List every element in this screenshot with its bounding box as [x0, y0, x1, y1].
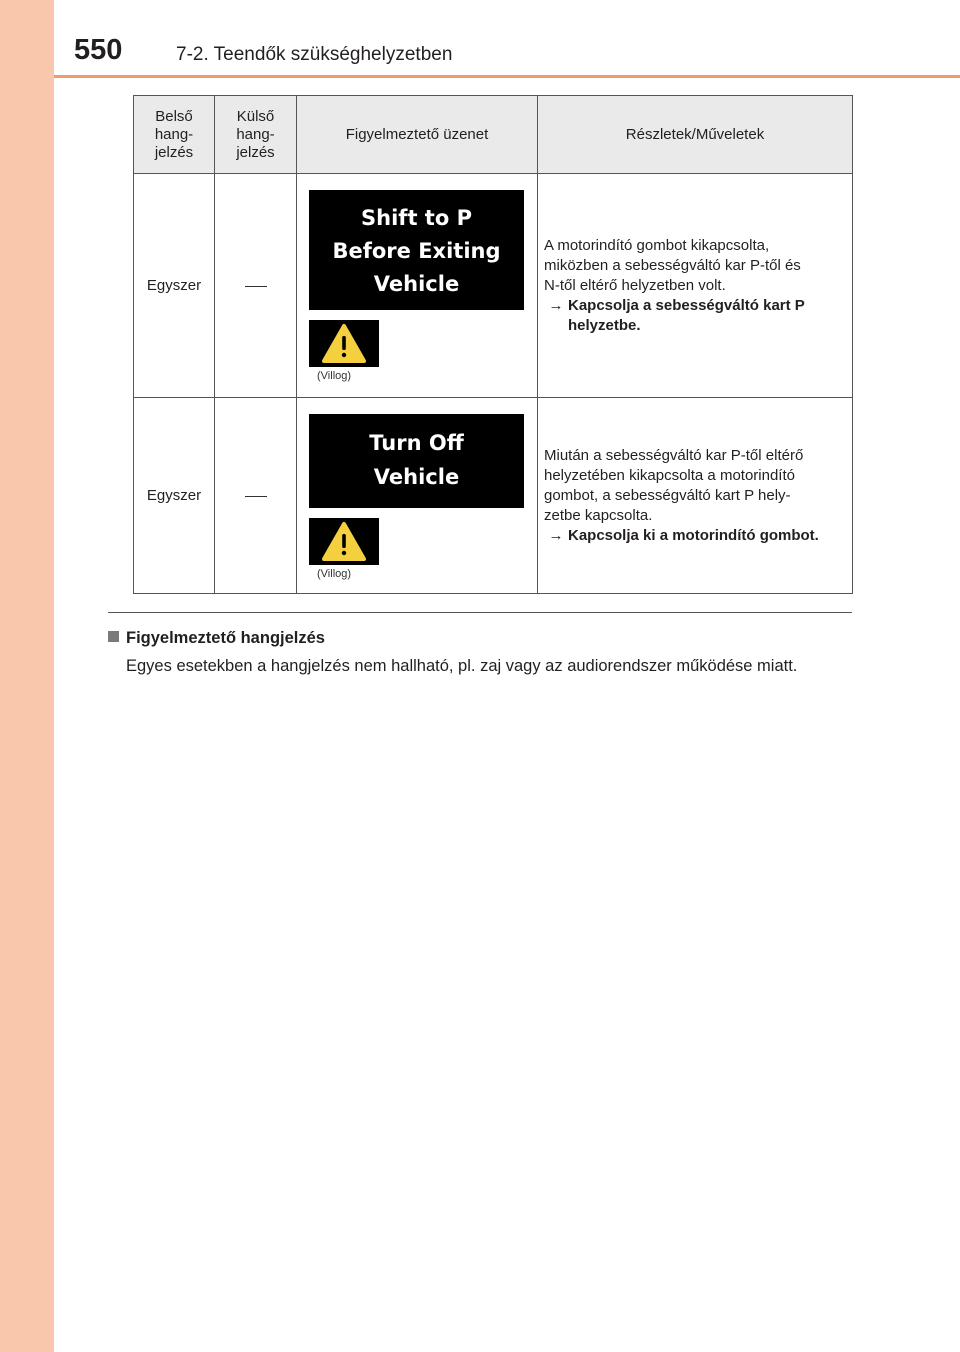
header-outer-buzzer: Külső hang- jelzés	[215, 96, 297, 174]
warning-indicator	[309, 320, 379, 367]
details-cell: Miután a sebességváltó kar P-től eltérő helyzetében kikapcsolta a motorindító gombot, a sebességváltó kart P hely- zetbe kapcsolta. → Kapcsolja ki a motorindító gombot.	[538, 398, 853, 594]
section-divider	[108, 612, 852, 613]
action-line	[544, 296, 844, 336]
note-heading: Figyelmeztető hangjelzés	[108, 629, 325, 648]
header-message: Figyelmeztető üzenet	[297, 96, 538, 174]
display-screen: Turn Off Vehicle	[309, 414, 524, 508]
dash	[245, 286, 267, 287]
table-row	[134, 174, 853, 398]
display-screen: Shift to P Before Exiting Vehicle	[309, 190, 524, 310]
header-details: Részletek/Műveletek	[538, 96, 853, 174]
dash	[245, 496, 267, 497]
warning-triangle-icon	[309, 518, 379, 565]
message-cell	[297, 398, 538, 594]
inner-buzzer-cell: Egyszer	[134, 174, 215, 398]
table-row	[134, 398, 853, 594]
action-text: Kapcsolja ki a motorindító gombot.	[568, 526, 819, 544]
arrow-icon: →	[548, 526, 564, 544]
note-text: Egyes esetekben a hangjelzés nem hallható, pl. zaj vagy az audiorendszer működése miatt.	[126, 657, 798, 675]
arrow-icon: →	[548, 296, 564, 314]
outer-buzzer-cell	[215, 174, 297, 398]
action-text: helyzetbe.	[568, 316, 641, 334]
side-band	[0, 0, 54, 1352]
blink-label: (Villog)	[317, 568, 352, 580]
message-cell	[297, 174, 538, 398]
page-number: 550	[74, 34, 123, 66]
warning-indicator	[309, 518, 379, 565]
action-line	[544, 526, 844, 546]
warning-triangle-icon	[309, 320, 379, 367]
bullet-square-icon	[108, 631, 119, 642]
action-text: Kapcsolja a sebességváltó kart P	[568, 296, 805, 314]
warning-table	[133, 95, 853, 594]
details-cell: A motorindító gombot kikapcsolta, miközben a sebességváltó kar P-től és N-től eltérő helyzetben volt. → Kapcsolja a sebességváltó kart P helyzetbe.	[538, 174, 853, 398]
section-title: 7-2. Teendők szükséghelyzetben	[176, 44, 453, 65]
header-inner-buzzer: Belső hang- jelzés	[134, 96, 215, 174]
page-header	[54, 0, 960, 80]
outer-buzzer-cell	[215, 398, 297, 594]
inner-buzzer-cell: Egyszer	[134, 398, 215, 594]
table-header-row	[134, 96, 853, 174]
header-rule	[54, 75, 960, 78]
blink-label: (Villog)	[317, 370, 352, 382]
